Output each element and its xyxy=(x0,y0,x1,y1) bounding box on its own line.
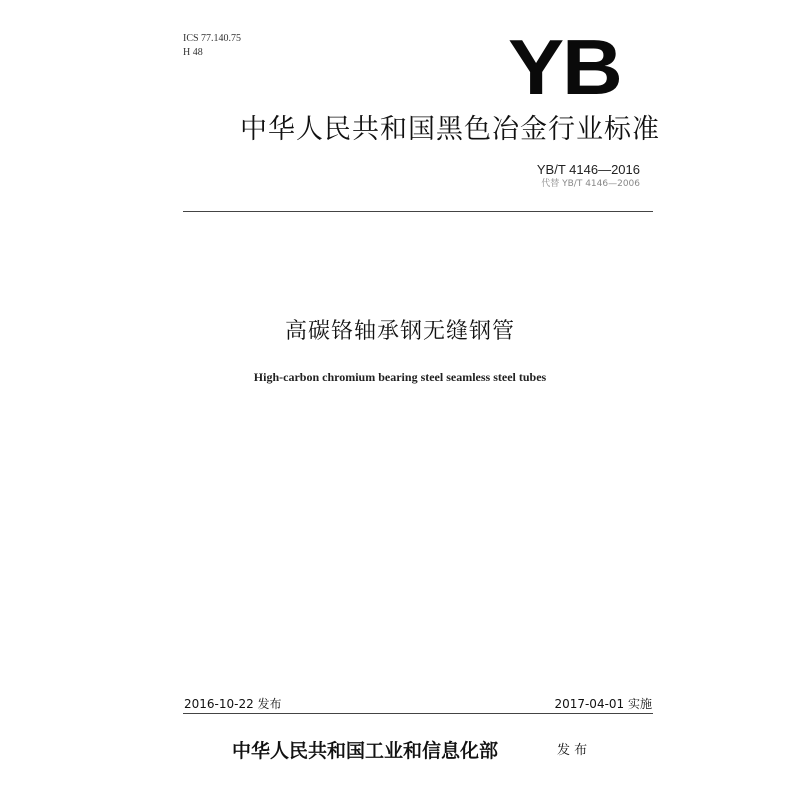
class-code: H 48 xyxy=(183,47,203,58)
standard-title: 中华人民共和国黑色冶金行业标准 xyxy=(240,114,660,145)
document-title-cn: 高碳铬轴承钢无缝钢管 xyxy=(284,319,515,344)
document-title-en: High-carbon chromium bearing steel seamless steel tubes xyxy=(253,370,547,384)
classification-codes xyxy=(183,32,241,60)
footer-divider xyxy=(183,713,653,714)
implementation-date: 2017-04-01 实施 xyxy=(554,697,652,711)
header-divider xyxy=(183,211,653,212)
standard-number: YB/T 4146—2016 xyxy=(536,162,640,177)
issue-date: 2016-10-22 发布 xyxy=(184,697,282,711)
ics-code: ICS 77.140.75 xyxy=(183,33,242,44)
issuing-authority: 中华人民共和国工业和信息化部 xyxy=(232,740,499,762)
issue-label: 发 布 xyxy=(557,743,588,758)
yb-logo: YB xyxy=(508,23,621,111)
replaces-standard: 代替 YB/T 4146—2006 xyxy=(541,179,640,189)
